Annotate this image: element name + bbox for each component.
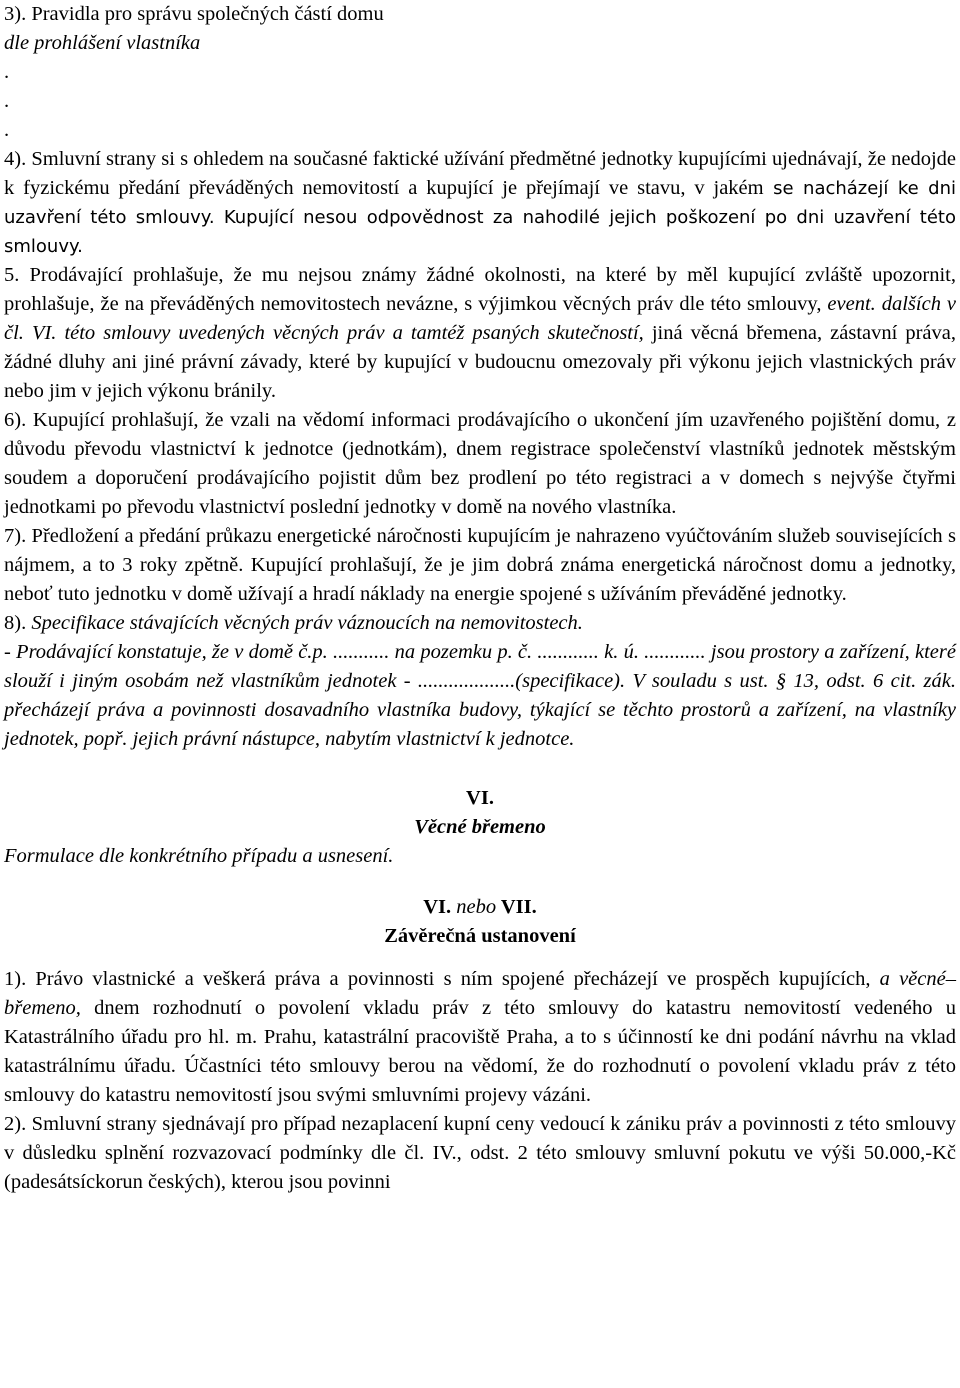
- final-paragraph-1-text-a: 1). Právo vlastnické a veškerá práva a povinnosti s ním spojené přecházejí ve prospěch kupujících,: [4, 968, 880, 990]
- article-6-number: VI.: [466, 787, 494, 809]
- article-7-num-b: VII.: [496, 896, 537, 918]
- paragraph-4-text: 4). Smluvní strany si s ohledem na současné faktické užívání předmětné jednotky kupujícími ujednávají, že nedojde k fyzickému předání převáděných nemovitostí a kupující je přejímají ve stavu, v jakém: [4, 148, 956, 199]
- article-7-number: [4, 893, 956, 922]
- paragraph-5-text-b: jiná věcná břemena, zástavní práva, žádné dluhy ani jiné právní závady, které by kupující v budoucnu omezovaly při výkonu jejich vlastnických práv nebo jim v jejich výkonu bránily.: [4, 322, 956, 402]
- paragraph-5-text-a: 5. Prodávající prohlašuje, že mu nejsou známy žádné okolnosti, na které by měl kupující zvláště upozornit, prohlašuje, že na převáděných nemovitostech nevázne, s výjimkou věcných práv dle této smlouvy,: [4, 264, 956, 315]
- article-6-title: Věcné břemeno: [414, 816, 546, 838]
- dot-line: .: [4, 61, 10, 83]
- paragraph-8-body: - Prodávající konstatuje, že v domě č.p. ........... na pozemku p. č. ............ k. ú. ............ jsou prostory a zařízení, které slouží i jiným osobám než vlastníkům jednotek - ...................(specifikace). V souladu s ust. § 13, odst. 6 cit. zák. přecházejí práva a povinnosti dosavadního vlastníka budovy, týkající se těchto prostorů a zařízení, na vlastníky jednotek, popř. jejich právní nástupce, nabytím vlastnictví k jednotce.: [4, 641, 956, 750]
- paragraph-4: [4, 145, 956, 261]
- article-7-title: Závěrečná ustanovení: [384, 925, 576, 947]
- final-paragraph-1-italic: a věcné–břemeno,: [4, 968, 956, 1019]
- final-paragraph-2: 2). Smluvní strany sjednávají pro případ nezaplacení kupní ceny vedoucí k zániku práv a povinnosti z této smlouvy v důsledku splnění rozvazovací podmínky dle čl. IV., odst. 2 této smlouvy smluvní pokutu ve výši 50.000,-Kč (padesátsíckorun českých), kterou jsou povinni: [4, 1113, 956, 1193]
- paragraph-7: 7). Předložení a předání průkazu energetické náročnosti kupujícím je nahrazeno vyúčtováním služeb souvisejících s nájmem, a to 3 roky zpětně. Kupující prohlašují, že je jim dobrá známa energetická náročnost domu a jednotky, neboť tuto jednotku v domě užívají a hradí náklady na energie spojené s užíváním převáděné jednotky.: [4, 525, 956, 605]
- final-paragraph-1-text-b: dnem rozhodnutí o povolení vkladu práv z této smlouvy do katastru nemovitostí vedeného u Katastrálního úřadu pro hl. m. Prahu, katastrální pracoviště Praha, a to s účinností ke dni podání návrhu na vklad katastrálnímu úřadu. Účastníci této smlouvy berou na vědomí, že do rozhodnutí o povolení vkladu práv z této smlouvy do katastru nemovitostí jsou svými smluvními projevy vázáni.: [4, 997, 956, 1106]
- dot-line: .: [4, 119, 10, 141]
- section-3-title: 3). Pravidla pro správu společných částí domu: [4, 3, 384, 25]
- paragraph-5-italic: event. dalších v čl. VI. této smlouvy uvedených věcných práv a tamtéž psaných skutečností,: [4, 293, 956, 344]
- article-7-num-a: VI.: [423, 896, 457, 918]
- paragraph-4-text-sans: se nacházejí ke dni uzavření této smlouvy. Kupující nesou odpovědnost za nahodilé jejich poškození po dni uzavření této smlouvy.: [4, 178, 956, 257]
- ellipsis-dots: [4, 58, 956, 145]
- paragraph-5: [4, 261, 956, 406]
- paragraph-8-title: Specifikace stávajících věcných práv váznoucích na nemovitostech.: [31, 612, 583, 634]
- final-paragraph-1: [4, 965, 956, 1110]
- paragraph-8-number: 8).: [4, 612, 32, 634]
- paragraph-6: 6). Kupující prohlašují, že vzali na vědomí informaci prodávajícího o ukončení jím uzavřeného pojištění domu, z důvodu převodu vlastnictví k jednotce (jednotkám), dnem registrace společenství vlastníků jednotek městským soudem a doporučení prodávajícího pojistit dům bez prodlení po této registraci a v domech s nejvýše čtyřmi jednotkami po převodu vlastnictví poslední jednotky v domě na nového vlastníka.: [4, 409, 956, 518]
- article-6-note: Formulace dle konkrétního případu a usnesení.: [4, 845, 394, 867]
- dot-line: .: [4, 90, 10, 112]
- article-7-num-or: nebo: [456, 896, 497, 918]
- paragraph-8-heading: [4, 609, 956, 638]
- section-3-subtitle: dle prohlášení vlastníka: [4, 32, 201, 54]
